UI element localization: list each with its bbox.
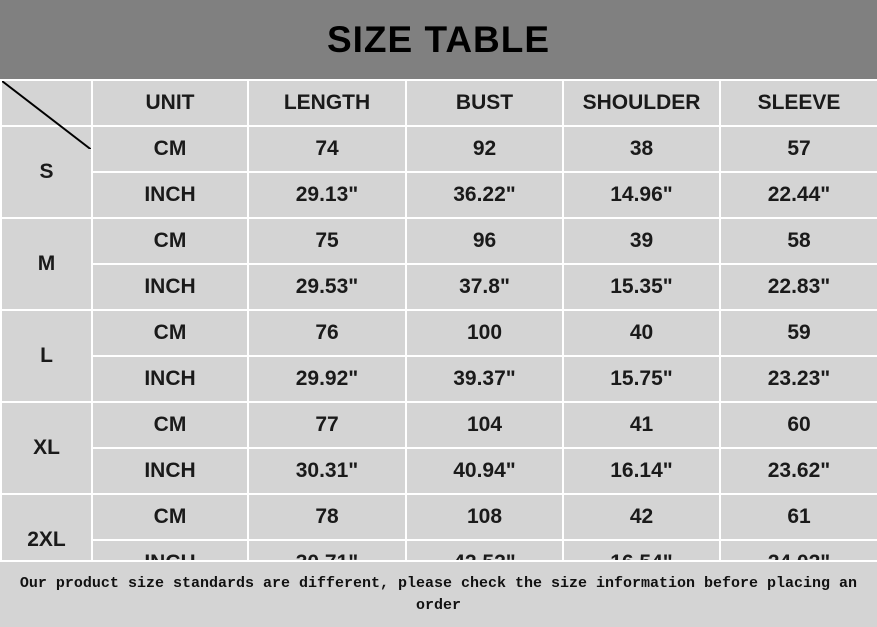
diagonal-divider-icon xyxy=(2,81,91,149)
cell-length-inch: 29.13" xyxy=(248,172,406,218)
unit-cm: CM xyxy=(92,402,248,448)
table-row xyxy=(1,126,877,172)
cell-sleeve-inch: 22.44" xyxy=(720,172,877,218)
table-header-row xyxy=(1,80,877,126)
footer-note: Our product size standards are different, please check the size information before placing an order xyxy=(19,574,858,614)
cell-shoulder-cm: 42 xyxy=(563,494,720,540)
unit-inch: INCH xyxy=(92,448,248,494)
table-row xyxy=(1,494,877,540)
size-label-2xl: 2XL xyxy=(1,494,92,586)
cell-sleeve-cm: 59 xyxy=(720,310,877,356)
cell-shoulder-cm: 38 xyxy=(563,126,720,172)
cell-bust-inch: 40.94" xyxy=(406,448,563,494)
table-corner-cell xyxy=(1,80,92,126)
unit-inch: INCH xyxy=(92,172,248,218)
table-row xyxy=(1,218,877,264)
column-header-length: LENGTH xyxy=(248,80,406,126)
column-header-sleeve: SLEEVE xyxy=(720,80,877,126)
unit-cm: CM xyxy=(92,494,248,540)
table-row xyxy=(1,264,877,310)
table-row xyxy=(1,310,877,356)
unit-cm: CM xyxy=(92,310,248,356)
cell-length-cm: 75 xyxy=(248,218,406,264)
size-label-xl: XL xyxy=(1,402,92,494)
title-bar xyxy=(0,0,877,79)
cell-sleeve-cm: 58 xyxy=(720,218,877,264)
cell-bust-cm: 108 xyxy=(406,494,563,540)
size-label-l: L xyxy=(1,310,92,402)
column-header-shoulder: SHOULDER xyxy=(563,80,720,126)
cell-sleeve-inch: 23.62" xyxy=(720,448,877,494)
cell-shoulder-cm: 40 xyxy=(563,310,720,356)
size-label-m: M xyxy=(1,218,92,310)
cell-shoulder-inch: 15.75" xyxy=(563,356,720,402)
cell-bust-cm: 96 xyxy=(406,218,563,264)
table-row xyxy=(1,448,877,494)
cell-bust-cm: 104 xyxy=(406,402,563,448)
cell-shoulder-inch: 15.35" xyxy=(563,264,720,310)
unit-cm: CM xyxy=(92,126,248,172)
unit-cm: CM xyxy=(92,218,248,264)
column-header-bust: BUST xyxy=(406,80,563,126)
cell-bust-inch: 36.22" xyxy=(406,172,563,218)
cell-sleeve-cm: 57 xyxy=(720,126,877,172)
cell-length-inch: 30.31" xyxy=(248,448,406,494)
cell-sleeve-inch: 22.83" xyxy=(720,264,877,310)
cell-bust-inch: 39.37" xyxy=(406,356,563,402)
cell-length-inch: 29.53" xyxy=(248,264,406,310)
table-row xyxy=(1,356,877,402)
cell-sleeve-cm: 60 xyxy=(720,402,877,448)
table-row xyxy=(1,402,877,448)
cell-length-inch: 29.92" xyxy=(248,356,406,402)
cell-bust-cm: 92 xyxy=(406,126,563,172)
cell-sleeve-cm: 61 xyxy=(720,494,877,540)
unit-inch: INCH xyxy=(92,356,248,402)
cell-length-cm: 77 xyxy=(248,402,406,448)
cell-bust-inch: 37.8" xyxy=(406,264,563,310)
cell-length-cm: 76 xyxy=(248,310,406,356)
unit-inch: INCH xyxy=(92,264,248,310)
cell-sleeve-inch: 23.23" xyxy=(720,356,877,402)
cell-length-cm: 74 xyxy=(248,126,406,172)
cell-shoulder-inch: 14.96" xyxy=(563,172,720,218)
table-row xyxy=(1,172,877,218)
cell-length-cm: 78 xyxy=(248,494,406,540)
size-table xyxy=(0,79,877,587)
cell-shoulder-cm: 39 xyxy=(563,218,720,264)
cell-shoulder-cm: 41 xyxy=(563,402,720,448)
cell-shoulder-inch: 16.14" xyxy=(563,448,720,494)
column-header-unit: UNIT xyxy=(92,80,248,126)
cell-bust-cm: 100 xyxy=(406,310,563,356)
footer-note-bar xyxy=(0,560,877,627)
page-title: SIZE TABLE xyxy=(326,18,551,60)
size-label-s: S xyxy=(1,126,92,218)
